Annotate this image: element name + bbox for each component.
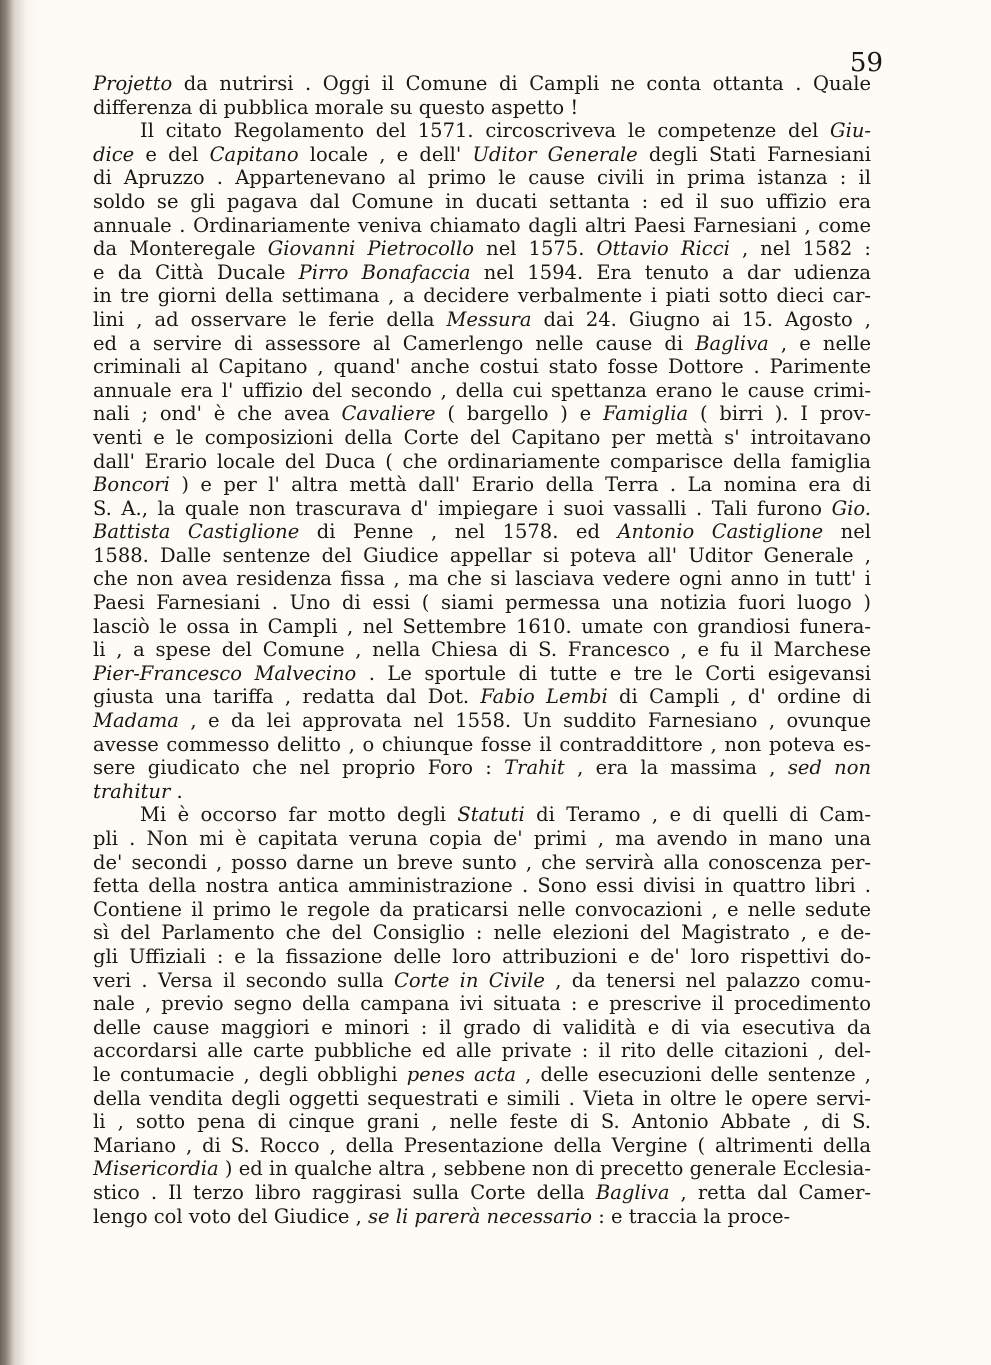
text-segment: , nel 1582 : <box>729 237 871 261</box>
text-segment: dall' Erario locale del Duca ( che ordinariamente comparisce della famiglia <box>93 449 871 473</box>
text-line <box>93 803 871 827</box>
italic-segment: Madama <box>93 709 179 733</box>
paragraph <box>93 119 871 803</box>
text-segment: , da tenersi nel palazzo comu- <box>544 968 871 992</box>
text-line <box>93 497 871 521</box>
text-segment: fetta della nostra antica amministrazione . Sono essi divisi in quattro libri . <box>93 874 871 898</box>
text-line <box>93 355 871 379</box>
text-line <box>93 332 871 356</box>
text-line <box>93 685 871 709</box>
text-segment: , e nelle <box>768 331 871 355</box>
text-segment: lasciò le ossa in Campli , nel Settembre 1610. umate con grandiosi funera- <box>93 614 871 638</box>
text-line <box>93 72 871 96</box>
text-segment: dai 24. Giugno ai 15. Agosto , <box>531 307 871 331</box>
text-line <box>93 756 871 780</box>
text-segment: lini , ad osservare le ferie della <box>93 307 447 331</box>
text-segment: nel <box>823 520 871 544</box>
text-segment: avesse commesso delitto , o chiunque fosse il contraddittore , non poteva es- <box>93 732 871 756</box>
italic-segment: Pirro Bonafaccia <box>298 260 471 284</box>
italic-segment: dice <box>93 142 135 166</box>
text-line <box>93 284 871 308</box>
italic-segment: Fabio Lembi <box>480 685 608 709</box>
text-segment: : e traccia la proce- <box>592 1204 791 1228</box>
italic-segment: penes acta <box>406 1062 517 1086</box>
text-segment: da nutrirsi . Oggi il Comune di Campli ne conta ottanta . Quale <box>172 72 871 95</box>
text-line <box>93 662 871 686</box>
text-line <box>93 969 871 993</box>
text-segment: S. A., la quale non trascurava d' impiegare i suoi vassalli . Tali furono <box>93 496 832 520</box>
text-segment: annuale . Ordinariamente veniva chiamato dagli altri Paesi Farnesiani , come <box>93 213 871 237</box>
text-line <box>93 591 871 615</box>
italic-segment: Corte in Civile <box>394 968 545 992</box>
text-line <box>93 638 871 662</box>
text-line <box>93 1016 871 1040</box>
text-segment: criminali al Capitano , quand' anche costui stato fosse Dottore . Parimente <box>93 355 871 379</box>
italic-segment: Uditor Generale <box>472 142 638 166</box>
italic-segment: Trahit <box>504 756 565 780</box>
text-segment: e del <box>134 142 210 166</box>
text-segment: gli Uffiziali : e la fissazione delle loro attribuzioni e de' loro rispettivi do- <box>93 944 871 968</box>
text-line <box>93 544 871 568</box>
italic-segment: Capitano <box>209 142 299 166</box>
text-segment: le contumacie , degli obblighi <box>93 1062 407 1086</box>
italic-segment: Battista Castiglione <box>93 520 300 544</box>
text-line <box>93 733 871 757</box>
text-segment: ( birri ). I prov- <box>688 402 871 426</box>
text-line <box>93 1087 871 1111</box>
text-segment: Il citato Regolamento del 1571. circoscriveva le competenze del <box>140 119 831 143</box>
text-segment: , e da lei approvata nel 1558. Un suddito Farnesiano , ovunque <box>178 709 871 733</box>
text-segment: nale , previo segno della campana ivi situata : e prescrive il procedimento <box>93 992 871 1016</box>
text-segment: di Apruzzo . Appartenevano al primo le cause civili in prima istanza : il <box>93 166 871 190</box>
text-line <box>93 237 871 261</box>
text-segment: locale , e dell' <box>298 142 473 166</box>
italic-segment: Bagliva <box>695 331 769 355</box>
text-segment: Paesi Farnesiani . Uno di essi ( siami permessa una notizia fuori luogo ) <box>93 591 871 615</box>
text-line <box>93 1039 871 1063</box>
text-segment: ( bargello ) e <box>435 402 603 426</box>
italic-segment: Ottavio Ricci <box>596 237 730 261</box>
text-segment: differenza di pubblica morale su questo aspetto ! <box>93 95 579 119</box>
text-segment: annuale era l' uffizio del secondo , della cui spettanza erano le cause crimi- <box>93 378 871 402</box>
text-line <box>93 473 871 497</box>
text-line <box>93 214 871 238</box>
text-segment: ) ed in qualche altra , sebbene non di precetto generale Ecclesia- <box>218 1157 871 1181</box>
text-segment: nel 1575. <box>474 237 597 261</box>
text-segment: giusta una tariffa , redatta dal Dot. <box>93 685 481 709</box>
text-segment: stico . Il terzo libro raggirasi sulla Corte della <box>93 1180 596 1204</box>
text-line <box>93 615 871 639</box>
text-segment: sì del Parlamento che del Consiglio : nelle elezioni del Magistrato , e de- <box>93 921 871 945</box>
text-segment: ed a servire di assessore al Camerlengo nelle cause di <box>93 331 696 355</box>
italic-segment: Projetto <box>93 72 173 95</box>
text-segment: e da Città Ducale <box>93 260 299 284</box>
italic-segment: Famiglia <box>603 402 689 426</box>
text-segment: nali ; ond' è che avea <box>93 402 342 426</box>
text-segment: degli Stati Farnesiani <box>637 142 871 166</box>
text-segment: che non avea residenza fissa , ma che si lasciava vedere ogni anno in tutt' i <box>93 567 871 591</box>
text-line <box>93 308 871 332</box>
text-segment: di Teramo , e di quelli di Cam- <box>524 803 871 827</box>
text-line <box>93 945 871 969</box>
italic-segment: Antonio Castiglione <box>617 520 824 544</box>
text-line <box>93 780 871 804</box>
text-line <box>93 851 871 875</box>
italic-segment: Gio. <box>831 496 871 520</box>
text-segment: di Campli , d' ordine di <box>607 685 871 709</box>
text-line <box>93 827 871 851</box>
italic-segment: se li parerà necessario <box>368 1204 593 1228</box>
text-segment: li , a spese del Comune , nella Chiesa di S. Francesco , e fu il Marchese <box>93 638 871 662</box>
text-line <box>93 1205 871 1229</box>
text-segment: delle cause maggiori e minori : il grado di validità e di via esecutiva da <box>93 1015 871 1039</box>
text-line <box>93 119 871 143</box>
italic-segment: Cavaliere <box>341 402 436 426</box>
text-line <box>93 426 871 450</box>
text-line <box>93 190 871 214</box>
paragraph <box>93 803 871 1228</box>
text-segment: , era la massima , <box>564 756 788 780</box>
text-line <box>93 379 871 403</box>
text-line <box>93 1110 871 1134</box>
text-segment: accordarsi alle carte pubbliche ed alle private : il rito delle citazioni , del- <box>93 1039 871 1063</box>
text-line <box>93 1157 871 1181</box>
text-segment: de' secondi , posso darne un breve sunto , che servirà alla conoscenza per- <box>93 850 871 874</box>
text-line <box>93 874 871 898</box>
italic-segment: Messura <box>446 307 532 331</box>
text-line <box>93 1181 871 1205</box>
text-segment: Contiene il primo le regole da praticarsi nelle convocazioni , e nelle sedute <box>93 897 871 921</box>
text-segment: li , sotto pena di cinque grani , nelle feste di S. Antonio Abbate , di S. <box>93 1110 871 1134</box>
text-segment: veri . Versa il secondo sulla <box>93 968 395 992</box>
text-segment: Mi è occorso far motto degli <box>140 803 458 827</box>
italic-segment: sed non <box>787 756 871 780</box>
text-segment: sere giudicato che nel proprio Foro : <box>93 756 505 780</box>
text-line <box>93 520 871 544</box>
text-segment: . <box>170 779 183 803</box>
text-segment: della vendita degli oggetti sequestrati e simili . Vieta in oltre le opere servi- <box>93 1086 871 1110</box>
text-segment: pli . Non mi è capitata veruna copia de' primi , ma avendo in mano una <box>93 827 871 850</box>
text-segment: Mariano , di S. Rocco , della Presentazione della Vergine ( altrimenti della <box>93 1133 871 1157</box>
text-line <box>93 166 871 190</box>
italic-segment: Giu- <box>830 119 871 143</box>
text-segment: di Penne , nel 1578. ed <box>299 520 618 544</box>
text-line <box>93 1134 871 1158</box>
text-segment: 1588. Dalle sentenze del Giudice appellar si poteva all' Uditor Generale , <box>93 543 871 567</box>
text-line <box>93 898 871 922</box>
text-line <box>93 261 871 285</box>
text-segment: venti e le composizioni della Corte del Capitano per mettà s' introitavano <box>93 425 871 449</box>
text-line <box>93 709 871 733</box>
italic-segment: Statuti <box>457 803 525 827</box>
text-line <box>93 992 871 1016</box>
italic-segment: Boncori <box>93 473 170 497</box>
text-line <box>93 921 871 945</box>
italic-segment: Pier-Francesco Malvecino <box>93 661 357 685</box>
text-line <box>93 402 871 426</box>
italic-segment: Misericordia <box>93 1157 219 1181</box>
text-line <box>93 143 871 167</box>
text-segment: nel 1594. Era tenuto a dar udienza <box>470 260 871 284</box>
page-number: 59 <box>849 48 883 78</box>
text-line <box>93 96 871 120</box>
text-line <box>93 567 871 591</box>
text-line <box>93 450 871 474</box>
paragraph <box>93 72 871 119</box>
text-segment: , delle esecuzioni delle sentenze , <box>516 1062 871 1086</box>
body-text <box>93 72 871 1228</box>
italic-segment: trahitur <box>93 779 171 803</box>
text-segment: da Monteregale <box>93 237 268 261</box>
italic-segment: Bagliva <box>595 1180 670 1204</box>
text-segment: soldo se gli pagava dal Comune in ducati settanta : ed il suo uffizio era <box>93 189 871 213</box>
text-segment: lengo col voto del Giudice , <box>93 1204 368 1228</box>
text-segment: ) e per l' altra mettà dall' Erario della Terra . La nomina era di <box>169 473 871 497</box>
text-segment: , retta dal Camer- <box>669 1180 871 1204</box>
italic-segment: Giovanni Pietrocollo <box>267 237 475 261</box>
text-segment: in tre giorni della settimana , a decidere verbalmente i piati sotto dieci car- <box>93 284 871 308</box>
text-line <box>93 1063 871 1087</box>
text-segment: . Le sportule di tutte e tre le Corti esigevansi <box>356 661 871 685</box>
